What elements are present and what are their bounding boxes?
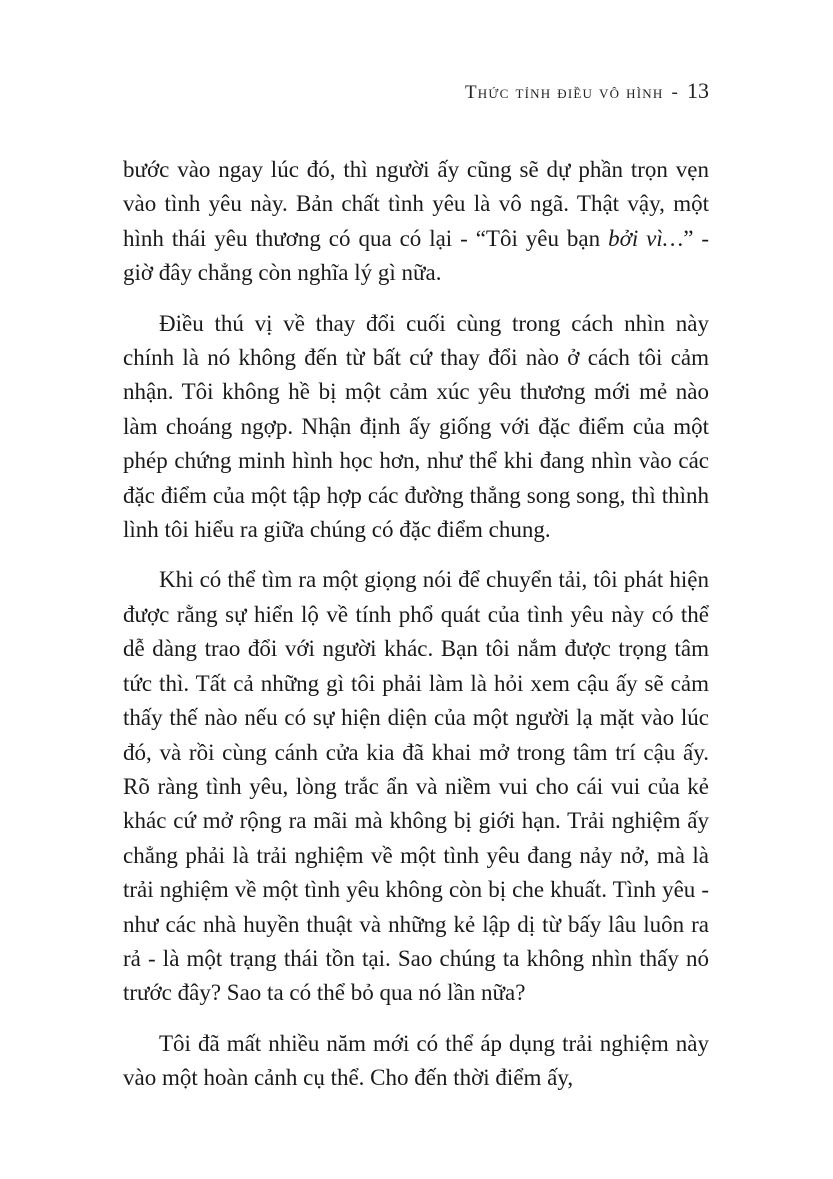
running-header-separator: - <box>671 82 679 103</box>
paragraph-text: bước vào ngay lúc đó, thì người ấy cũng sẽ dự phần trọn vẹn vào tình yêu này. Bản chất tình yêu là vô ngã. Thật vậy, một hình thái yêu thương có qua có lại - “Tôi yêu bạn <box>123 157 709 251</box>
paragraph: Tôi đã mất nhiều năm mới có thể áp dụng trải nghiệm này vào một hoàn cảnh cụ thể. Cho đến thời điểm ấy, <box>123 1030 709 1091</box>
page-number: 13 <box>687 78 709 103</box>
page-body <box>123 153 709 1112</box>
paragraph: Khi có thể tìm ra một giọng nói để chuyển tải, tôi phát hiện được rằng sự hiển lộ về tính phổ quát của tình yêu này có thể dễ dàng trao đổi với người khác. Bạn tôi nắm được trọng tâm tức thì. Tất cả những gì tôi phải làm là hỏi xem cậu ấy sẽ cảm thấy thế nào nếu có sự hiện diện của một người lạ mặt vào lúc đó, và rồi cùng cánh cửa kia đã khai mở trong tâm trí cậu ấy. Rõ ràng tình yêu, lòng trắc ẩn và niềm vui cho cái vui của kẻ khác cứ mở rộng ra mãi mà không bị giới hạn. Trải nghiệm ấy chẳng phải là trải nghiệm về một tình yêu đang nảy nở, mà là trải nghiệm về một tình yêu không còn bị che khuất. Tình yêu - như các nhà huyền thuật và những kẻ lập dị từ bấy lâu luôn ra rả - là một trạng thái tồn tại. Sao chúng ta không nhìn thấy nó trước đây? Sao ta có thể bỏ qua nó lần nữa? <box>123 567 709 1006</box>
running-header <box>465 78 709 104</box>
paragraph-continued <box>123 153 709 291</box>
running-header-title: Thức tỉnh điều vô hình <box>464 82 664 103</box>
paragraph: Điều thú vị về thay đổi cuối cùng trong cách nhìn này chính là nó không đến từ bất cứ thay đổi nào ở cách tôi cảm nhận. Tôi không hề bị một cảm xúc yêu thương mới mẻ nào làm choáng ngợp. Nhận định ấy giống với đặc điểm của một phép chứng minh hình học hơn, như thể khi đang nhìn vào các đặc điểm của một tập hợp các đường thẳng song song, thì thình lình tôi hiểu ra giữa chúng có đặc điểm chung. <box>123 310 709 543</box>
paragraph-text: ” - giờ đây chẳng còn nghĩa lý gì nữa. <box>123 225 709 286</box>
italic-phrase: bởi vì… <box>608 225 684 251</box>
